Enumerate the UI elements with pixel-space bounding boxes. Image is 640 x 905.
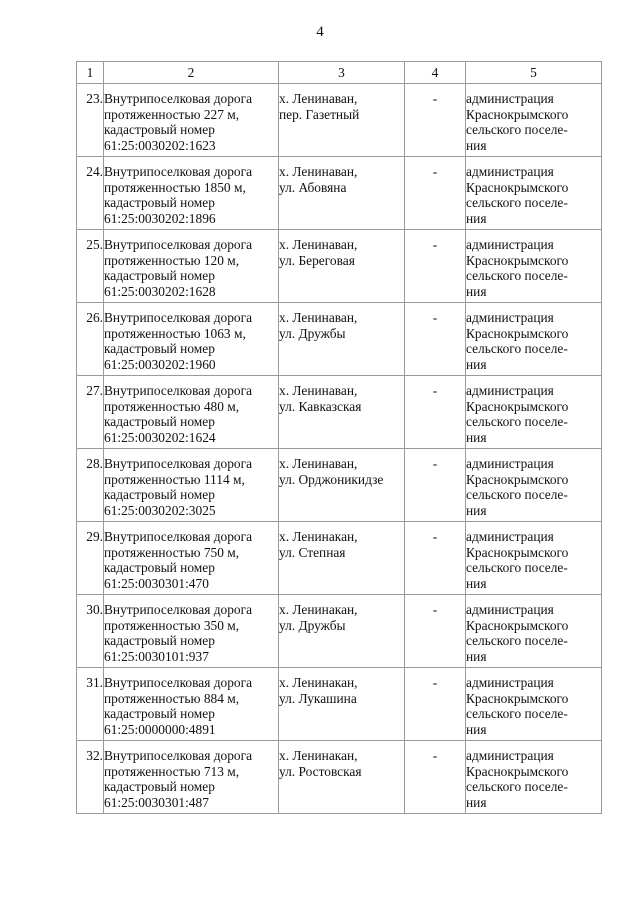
object-name-line: кадастровый номер <box>104 779 215 795</box>
object-name-line: Внутрипоселковая дорога <box>104 310 253 325</box>
object-name-line: Внутрипоселковая дорога <box>104 237 253 252</box>
object-name-line: протяженностью 750 м, <box>104 544 240 560</box>
object-name-line: 61:25:0030202:1624 <box>104 429 216 445</box>
owner-line: администрация <box>466 748 554 763</box>
owner-line: Краснокрымского <box>466 471 569 487</box>
object-name-line: протяженностью 120 м, <box>104 252 240 268</box>
owner-cell <box>466 230 602 303</box>
address-line: ул. Дружбы <box>279 617 346 633</box>
table-row <box>77 84 602 157</box>
table-row <box>77 668 602 741</box>
object-name-line: 61:25:0030101:937 <box>104 648 209 664</box>
column-header-3: 3 <box>279 62 405 84</box>
address-line: х. Ленинаван, <box>279 164 358 179</box>
object-name-line: протяженностью 1850 м, <box>104 179 246 195</box>
owner-line: Краснокрымского <box>466 690 569 706</box>
owner-cell <box>466 668 602 741</box>
owner-line: сельского поселе- <box>466 560 568 576</box>
owner-line: сельского поселе- <box>466 195 568 211</box>
table-row <box>77 157 602 230</box>
address-line: ул. Дружбы <box>279 325 346 341</box>
table-row <box>77 230 602 303</box>
address-line: ул. Орджоникидзе <box>279 471 384 487</box>
object-name-line: кадастровый номер <box>104 122 215 138</box>
object-name-line: протяженностью 713 м, <box>104 763 240 779</box>
object-name-line: кадастровый номер <box>104 560 215 576</box>
object-name-cell <box>104 376 279 449</box>
owner-line: Краснокрымского <box>466 106 569 122</box>
address-line: х. Ленинакан, <box>279 675 358 690</box>
row-number: 24. <box>77 157 104 230</box>
address-cell <box>279 741 405 814</box>
address-cell <box>279 230 405 303</box>
owner-line: сельского поселе- <box>466 341 568 357</box>
object-name-line: протяженностью 480 м, <box>104 398 240 414</box>
owner-line: ния <box>466 210 487 226</box>
object-name-line: 61:25:0030202:1896 <box>104 210 216 226</box>
object-name-line: протяженностью 1114 м, <box>104 471 245 487</box>
address-line: пер. Газетный <box>279 106 360 122</box>
address-line: х. Ленинаван, <box>279 237 358 252</box>
object-name-line: кадастровый номер <box>104 341 215 357</box>
column-header-5: 5 <box>466 62 602 84</box>
object-name-line: протяженностью 350 м, <box>104 617 240 633</box>
object-name-cell <box>104 668 279 741</box>
object-name-cell <box>104 230 279 303</box>
object-name-line: протяженностью 884 м, <box>104 690 240 706</box>
address-line: х. Ленинакан, <box>279 748 358 763</box>
owner-line: администрация <box>466 456 554 471</box>
owner-line: администрация <box>466 310 554 325</box>
owner-line: ния <box>466 356 487 372</box>
object-name-line: 61:25:0030301:487 <box>104 794 209 810</box>
table-header-row <box>77 62 602 84</box>
address-cell <box>279 303 405 376</box>
address-line: х. Ленинаван, <box>279 383 358 398</box>
object-name-line: кадастровый номер <box>104 195 215 211</box>
owner-line: ния <box>466 502 487 518</box>
object-name-line: кадастровый номер <box>104 633 215 649</box>
owner-line: Краснокрымского <box>466 398 569 414</box>
address-line: х. Ленинакан, <box>279 602 358 617</box>
object-name-line: Внутрипоселковая дорога <box>104 91 253 106</box>
owner-line: администрация <box>466 164 554 179</box>
object-name-line: протяженностью 1063 м, <box>104 325 246 341</box>
object-name-line: 61:25:0030202:1628 <box>104 283 216 299</box>
table-row <box>77 741 602 814</box>
owner-line: сельского поселе- <box>466 122 568 138</box>
owner-line: ния <box>466 137 487 153</box>
table-row <box>77 522 602 595</box>
object-name-line: 61:25:0030202:1960 <box>104 356 216 372</box>
address-cell <box>279 668 405 741</box>
owner-cell <box>466 595 602 668</box>
owner-line: Краснокрымского <box>466 179 569 195</box>
address-cell <box>279 449 405 522</box>
object-name-line: кадастровый номер <box>104 414 215 430</box>
owner-line: сельского поселе- <box>466 268 568 284</box>
table-row <box>77 376 602 449</box>
owner-line: ния <box>466 648 487 664</box>
column-header-1: 1 <box>77 62 104 84</box>
object-name-line: Внутрипоселковая дорога <box>104 164 253 179</box>
object-name-cell <box>104 595 279 668</box>
address-cell <box>279 157 405 230</box>
address-cell <box>279 595 405 668</box>
row-number: 23. <box>77 84 104 157</box>
owner-line: администрация <box>466 602 554 617</box>
owner-line: сельского поселе- <box>466 487 568 503</box>
row-number: 25. <box>77 230 104 303</box>
owner-line: администрация <box>466 529 554 544</box>
row-number: 30. <box>77 595 104 668</box>
object-name-line: 61:25:0030301:470 <box>104 575 209 591</box>
owner-cell <box>466 522 602 595</box>
row-number: 28. <box>77 449 104 522</box>
area-cell: - <box>405 522 466 595</box>
owner-line: администрация <box>466 237 554 252</box>
owner-line: ния <box>466 429 487 445</box>
row-number: 27. <box>77 376 104 449</box>
owner-line: ния <box>466 575 487 591</box>
owner-line: ния <box>466 721 487 737</box>
table-row <box>77 449 602 522</box>
object-name-line: Внутрипоселковая дорога <box>104 456 253 471</box>
table-body <box>77 84 602 814</box>
address-line: ул. Кавказская <box>279 398 362 414</box>
address-line: х. Ленинаван, <box>279 91 358 106</box>
page-number: 4 <box>316 24 324 40</box>
object-name-line: 61:25:0000000:4891 <box>104 721 216 737</box>
object-name-line: протяженностью 227 м, <box>104 106 240 122</box>
owner-line: администрация <box>466 91 554 106</box>
object-name-line: кадастровый номер <box>104 706 215 722</box>
owner-line: ния <box>466 794 487 810</box>
owner-cell <box>466 84 602 157</box>
owner-line: Краснокрымского <box>466 252 569 268</box>
row-number: 29. <box>77 522 104 595</box>
address-line: х. Ленинаван, <box>279 456 358 471</box>
area-cell: - <box>405 84 466 157</box>
object-name-cell <box>104 449 279 522</box>
object-name-line: Внутрипоселковая дорога <box>104 675 253 690</box>
area-cell: - <box>405 157 466 230</box>
area-cell: - <box>405 449 466 522</box>
object-name-line: Внутрипоселковая дорога <box>104 602 253 617</box>
row-number: 31. <box>77 668 104 741</box>
object-name-cell <box>104 741 279 814</box>
table-row <box>77 303 602 376</box>
table-row <box>77 595 602 668</box>
object-name-line: кадастровый номер <box>104 268 215 284</box>
address-line: ул. Степная <box>279 544 346 560</box>
address-line: ул. Лукашина <box>279 690 357 706</box>
area-cell: - <box>405 668 466 741</box>
owner-line: сельского поселе- <box>466 633 568 649</box>
owner-cell <box>466 449 602 522</box>
owner-line: администрация <box>466 383 554 398</box>
address-cell <box>279 84 405 157</box>
address-line: ул. Абовяна <box>279 179 347 195</box>
owner-line: администрация <box>466 675 554 690</box>
object-name-cell <box>104 522 279 595</box>
owner-line: сельского поселе- <box>466 706 568 722</box>
area-cell: - <box>405 303 466 376</box>
row-number: 26. <box>77 303 104 376</box>
object-name-cell <box>104 303 279 376</box>
owner-line: Краснокрымского <box>466 325 569 341</box>
owner-cell <box>466 303 602 376</box>
owner-line: ния <box>466 283 487 299</box>
owner-line: Краснокрымского <box>466 763 569 779</box>
address-line: х. Ленинаван, <box>279 310 358 325</box>
row-number: 32. <box>77 741 104 814</box>
area-cell: - <box>405 230 466 303</box>
owner-cell <box>466 376 602 449</box>
object-name-line: Внутрипоселковая дорога <box>104 383 253 398</box>
address-line: х. Ленинакан, <box>279 529 358 544</box>
owner-line: сельского поселе- <box>466 779 568 795</box>
column-header-4: 4 <box>405 62 466 84</box>
object-name-line: Внутрипоселковая дорога <box>104 748 253 763</box>
object-name-line: Внутрипоселковая дорога <box>104 529 253 544</box>
area-cell: - <box>405 595 466 668</box>
address-cell <box>279 522 405 595</box>
object-name-line: кадастровый номер <box>104 487 215 503</box>
address-line: ул. Ростовская <box>279 763 362 779</box>
object-name-line: 61:25:0030202:3025 <box>104 502 216 518</box>
object-name-cell <box>104 157 279 230</box>
owner-line: Краснокрымского <box>466 544 569 560</box>
owner-line: сельского поселе- <box>466 414 568 430</box>
area-cell: - <box>405 741 466 814</box>
owner-cell <box>466 741 602 814</box>
address-line: ул. Береговая <box>279 252 355 268</box>
object-name-cell <box>104 84 279 157</box>
property-registry-table <box>76 61 602 814</box>
area-cell: - <box>405 376 466 449</box>
owner-cell <box>466 157 602 230</box>
owner-line: Краснокрымского <box>466 617 569 633</box>
object-name-line: 61:25:0030202:1623 <box>104 137 216 153</box>
column-header-2: 2 <box>104 62 279 84</box>
address-cell <box>279 376 405 449</box>
